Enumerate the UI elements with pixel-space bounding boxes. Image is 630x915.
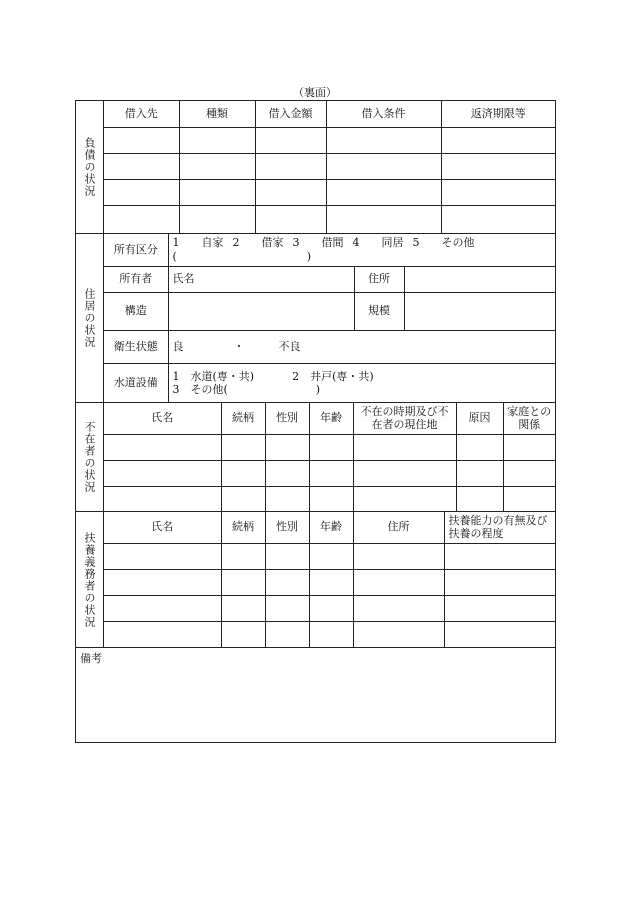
owner-address-field[interactable] — [404, 266, 555, 292]
absentees-cell[interactable] — [503, 434, 555, 460]
debt-section — [76, 101, 555, 234]
debt-cell[interactable] — [104, 206, 179, 233]
debt-section-label: 負債の状況 — [76, 101, 104, 233]
debt-cell[interactable] — [104, 153, 179, 179]
absentees-table — [104, 403, 555, 512]
supporters-cell[interactable] — [444, 569, 555, 595]
debt-cell[interactable] — [179, 153, 255, 179]
absentees-header-sex: 性別 — [265, 403, 309, 434]
table-row — [104, 543, 555, 569]
absentees-cell[interactable] — [503, 486, 555, 512]
debt-cell[interactable] — [255, 180, 326, 206]
debt-cell[interactable] — [441, 153, 555, 179]
supporters-cell[interactable] — [104, 595, 221, 621]
absentees-cell[interactable] — [265, 460, 309, 486]
supporters-cell[interactable] — [221, 569, 265, 595]
absentees-header-cause: 原因 — [456, 403, 503, 434]
supporters-cell[interactable] — [309, 595, 353, 621]
supporters-header-name: 氏名 — [104, 512, 221, 543]
absentees-cell[interactable] — [353, 434, 456, 460]
supporters-cell[interactable] — [221, 621, 265, 648]
absentees-cell[interactable] — [309, 486, 353, 512]
debt-cell[interactable] — [326, 153, 441, 179]
supporters-cell[interactable] — [265, 621, 309, 648]
absentees-cell[interactable] — [104, 434, 221, 460]
supporters-cell[interactable] — [265, 569, 309, 595]
water-label: 水道設備 — [104, 363, 168, 403]
housing-table — [104, 234, 555, 403]
debt-cell[interactable] — [179, 127, 255, 153]
table-row — [104, 153, 555, 179]
supporters-cell[interactable] — [104, 569, 221, 595]
debt-cell[interactable] — [104, 180, 179, 206]
table-row — [104, 569, 555, 595]
supporters-cell[interactable] — [221, 543, 265, 569]
debt-cell[interactable] — [326, 206, 441, 233]
table-row — [104, 206, 555, 233]
debt-cell[interactable] — [255, 153, 326, 179]
debt-cell[interactable] — [255, 206, 326, 233]
absentees-cell[interactable] — [456, 460, 503, 486]
debt-cell[interactable] — [179, 180, 255, 206]
sanitation-label: 衛生状態 — [104, 330, 168, 363]
supporters-cell[interactable] — [353, 569, 444, 595]
table-row — [104, 434, 555, 460]
absentees-cell[interactable] — [221, 460, 265, 486]
supporters-cell[interactable] — [309, 569, 353, 595]
owner-name-label: 氏名 — [172, 272, 195, 286]
debt-cell[interactable] — [441, 206, 555, 233]
debt-header-lender: 借入先 — [104, 101, 179, 127]
absentees-section — [76, 403, 555, 512]
owner-label: 所有者 — [104, 266, 168, 292]
absentees-cell[interactable] — [456, 434, 503, 460]
absentees-cell[interactable] — [221, 434, 265, 460]
debt-cell[interactable] — [441, 127, 555, 153]
absentees-header-period: 不在の時期及び不在者の現住地 — [353, 403, 456, 434]
remarks-section[interactable] — [76, 648, 555, 742]
absentees-cell[interactable] — [503, 460, 555, 486]
supporters-cell[interactable] — [221, 595, 265, 621]
housing-section — [76, 234, 555, 403]
owner-name-field[interactable] — [168, 266, 354, 292]
supporters-table — [104, 512, 555, 648]
debt-cell[interactable] — [104, 127, 179, 153]
absentees-section-label: 不在者の状況 — [76, 403, 104, 511]
debt-cell[interactable] — [179, 206, 255, 233]
debt-cell[interactable] — [255, 127, 326, 153]
supporters-cell[interactable] — [265, 543, 309, 569]
supporters-cell[interactable] — [265, 595, 309, 621]
supporters-header-sex: 性別 — [265, 512, 309, 543]
absentees-cell[interactable] — [104, 460, 221, 486]
table-row — [104, 621, 555, 648]
table-row — [104, 595, 555, 621]
absentees-header-family: 家庭との関係 — [503, 403, 555, 434]
absentees-header-name: 氏名 — [104, 403, 221, 434]
debt-header-terms: 借入条件 — [326, 101, 441, 127]
absentees-cell[interactable] — [353, 486, 456, 512]
debt-header-amount: 借入金額 — [255, 101, 326, 127]
absentees-cell[interactable] — [456, 486, 503, 512]
scale-field[interactable] — [404, 292, 555, 330]
owner-address-label: 住所 — [354, 266, 404, 292]
absentees-header-relation: 続柄 — [221, 403, 265, 434]
supporters-cell[interactable] — [353, 595, 444, 621]
supporters-cell[interactable] — [444, 595, 555, 621]
debt-cell[interactable] — [326, 127, 441, 153]
form-frame — [75, 100, 556, 743]
debt-cell[interactable] — [326, 180, 441, 206]
table-row — [104, 127, 555, 153]
housing-section-label: 住居の状況 — [76, 234, 104, 402]
supporters-section — [76, 512, 555, 648]
supporters-cell[interactable] — [353, 543, 444, 569]
supporters-cell[interactable] — [444, 543, 555, 569]
table-row — [104, 486, 555, 512]
supporters-cell[interactable] — [353, 621, 444, 648]
debt-header-due: 返済期限等 — [441, 101, 555, 127]
debt-header-type: 種類 — [179, 101, 255, 127]
ownership-label: 所有区分 — [104, 234, 168, 266]
supporters-section-label: 扶養義務者の状況 — [76, 512, 104, 647]
scale-label: 規模 — [354, 292, 404, 330]
table-row — [104, 460, 555, 486]
supporters-cell[interactable] — [309, 621, 353, 648]
supporters-cell[interactable] — [104, 543, 221, 569]
absentees-cell[interactable] — [104, 486, 221, 512]
ownership-options[interactable]: 1 自家 2 借家 3 借間 4 同居 5 その他 ( ) — [168, 234, 555, 266]
supporters-cell[interactable] — [309, 543, 353, 569]
debt-cell[interactable] — [441, 180, 555, 206]
structure-field[interactable] — [168, 292, 354, 330]
absentees-cell[interactable] — [309, 434, 353, 460]
supporters-header-capacity: 扶養能力の有無及び扶養の程度 — [444, 512, 555, 543]
water-options[interactable]: 1 水道(専・共) 2 井戸(専・共) 3 その他( ) — [168, 363, 555, 403]
supporters-header-age: 年齢 — [309, 512, 353, 543]
absentees-cell[interactable] — [265, 486, 309, 512]
absentees-cell[interactable] — [221, 486, 265, 512]
absentees-cell[interactable] — [353, 460, 456, 486]
supporters-cell[interactable] — [104, 621, 221, 648]
supporters-cell[interactable] — [444, 621, 555, 648]
debt-table — [104, 101, 555, 233]
sanitation-options[interactable]: 良 ・ 不良 — [168, 330, 555, 363]
supporters-header-relation: 続柄 — [221, 512, 265, 543]
absentees-cell[interactable] — [309, 460, 353, 486]
page-title: （裏面） — [293, 86, 337, 99]
remarks-label: 備考 — [80, 652, 102, 665]
table-row — [104, 180, 555, 206]
supporters-header-address: 住所 — [353, 512, 444, 543]
absentees-header-age: 年齢 — [309, 403, 353, 434]
structure-label: 構造 — [104, 292, 168, 330]
absentees-cell[interactable] — [265, 434, 309, 460]
